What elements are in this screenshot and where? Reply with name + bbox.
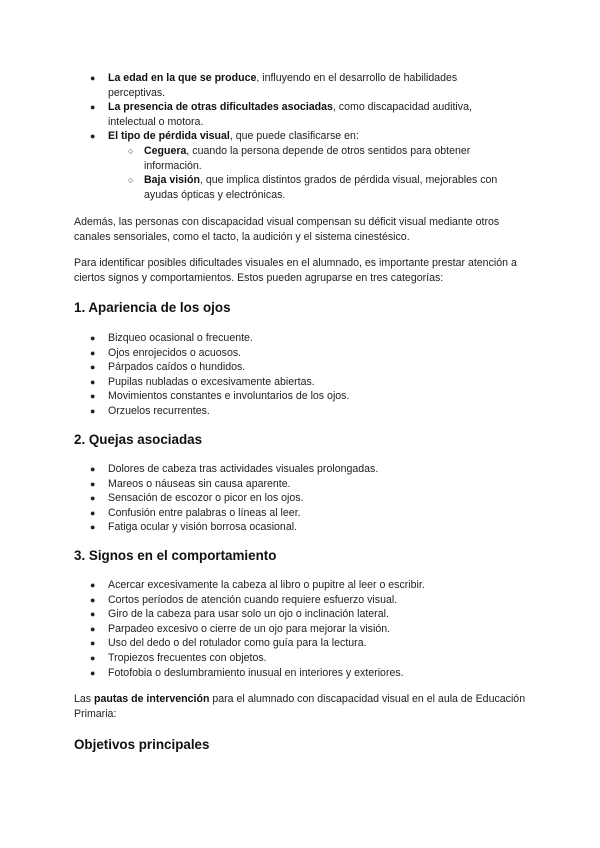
bullet-icon: ● — [90, 609, 96, 620]
list-item: ● Mareos o náuseas sin causa aparente. — [90, 477, 291, 490]
item-bold: La presencia de otras dificultades asociadas — [108, 101, 333, 114]
list-item — [0, 71, 508, 100]
list-item — [0, 100, 508, 129]
item-bold: Baja visión — [144, 174, 200, 187]
bullet-icon: ● — [90, 594, 96, 605]
bullet-icon: ● — [90, 652, 96, 663]
list-item: ● Cortos períodos de atención cuando requiere esfuerzo visual. — [90, 593, 398, 606]
bullet-icon: ● — [90, 667, 96, 678]
sub-list-item — [0, 144, 514, 173]
bullet-icon: ● — [90, 102, 96, 113]
list-item: ● Fotofobia o deslumbramiento inusual en interiores y exteriores. — [90, 666, 404, 679]
item-bold: La edad en la que se produce — [108, 72, 257, 84]
list-item: ● Bizqueo ocasional o frecuente. — [90, 332, 253, 344]
bullet-icon: ● — [90, 493, 96, 504]
item-bold: El tipo de pérdida visual — [108, 130, 230, 143]
bullet-icon: ● — [90, 623, 96, 634]
section2-list — [0, 462, 508, 535]
section-heading: 3. Signos en el comportamiento — [74, 548, 277, 563]
list-item — [0, 129, 508, 202]
list-item: ● Pupilas nubladas o excesivamente abiertas. — [90, 375, 315, 388]
section-heading: Objetivos principales — [74, 737, 210, 752]
paragraph: Además, las personas con discapacidad visual compensan su déficit visual mediante otros canales sensoriales, como el tacto, la audición y el sistema cinestésico. — [74, 216, 500, 243]
bullet-icon: ● — [90, 464, 96, 474]
bullet-icon: ● — [90, 73, 96, 83]
paragraph: Las pautas de intervención para el alumnado con discapacidad visual en el aula de Educación Primaria: — [74, 693, 526, 720]
section3-list — [0, 578, 508, 680]
bullet-icon: ● — [90, 391, 96, 402]
bullet-icon: ● — [90, 362, 96, 373]
item-text: , que implica distintos grados de pérdida visual, mejorables con ayudas ópticas y electrónicas. — [144, 174, 498, 201]
list-item: ● Movimientos constantes e involuntarios de los ojos. — [90, 390, 350, 403]
bullet-icon: ● — [90, 522, 96, 533]
bullet-icon: ● — [90, 405, 96, 416]
bullet-icon: ● — [90, 507, 96, 518]
list-item: ● Confusión entre palabras o líneas al leer. — [90, 506, 301, 519]
list-item: ● Parpadeo excesivo o cierre de un ojo para mejorar la visión. — [90, 622, 391, 635]
bullet-icon: ● — [90, 333, 96, 343]
circle-bullet-icon: ○ — [128, 175, 134, 186]
list-item: ● Ojos enrojecidos o acuosos. — [90, 346, 242, 359]
bullet-icon: ● — [90, 131, 96, 142]
list-item: ● Uso del dedo o del rotulador como guía para la lectura. — [90, 637, 367, 650]
sub-list — [108, 144, 508, 202]
bullet-icon: ● — [90, 347, 96, 358]
item-bold: Ceguera — [144, 144, 187, 157]
list-item: ● Sensación de escozor o picor en los ojos. — [90, 492, 304, 505]
list-item: ● Acercar excesivamente la cabeza al libro o pupitre al leer o escribir. — [90, 579, 425, 591]
list-item: ● Tropiezos frecuentes con objetos. — [90, 651, 267, 664]
sub-list-item — [0, 173, 514, 202]
section-heading: 1. Apariencia de los ojos — [74, 300, 231, 315]
bold-phrase: pautas de intervención — [94, 693, 210, 705]
bullet-icon: ● — [90, 638, 96, 649]
section1-list — [0, 331, 508, 419]
list-item: ● Párpados caídos o hundidos. — [90, 361, 246, 374]
item-text: , como discapacidad auditiva, intelectual o motora. — [108, 101, 472, 128]
paragraph: Para identificar posibles dificultades visuales en el alumnado, es importante prestar atención a ciertos signos y comportamientos. Estos pueden agruparse en tres categorías: — [74, 257, 517, 284]
intro-list — [0, 71, 508, 202]
list-item: ● Fatiga ocular y visión borrosa ocasional. — [90, 521, 298, 534]
list-item: ● Giro de la cabeza para usar solo un ojo o inclinación lateral. — [90, 608, 389, 621]
list-item: ● Orzuelos recurrentes. — [90, 404, 210, 417]
item-text: , que puede clasificarse en: — [229, 130, 359, 143]
item-text: , influyendo en el desarrollo de habilidades perceptivas. — [108, 72, 458, 99]
list-item: ● Dolores de cabeza tras actividades visuales prolongadas. — [90, 463, 379, 475]
circle-bullet-icon: ○ — [128, 145, 134, 156]
item-text: , cuando la persona depende de otros sentidos para obtener información. — [144, 144, 471, 172]
bullet-icon: ● — [90, 376, 96, 387]
section-heading: 2. Quejas asociadas — [74, 432, 203, 447]
bullet-icon: ● — [90, 580, 96, 590]
bullet-icon: ● — [90, 478, 96, 489]
